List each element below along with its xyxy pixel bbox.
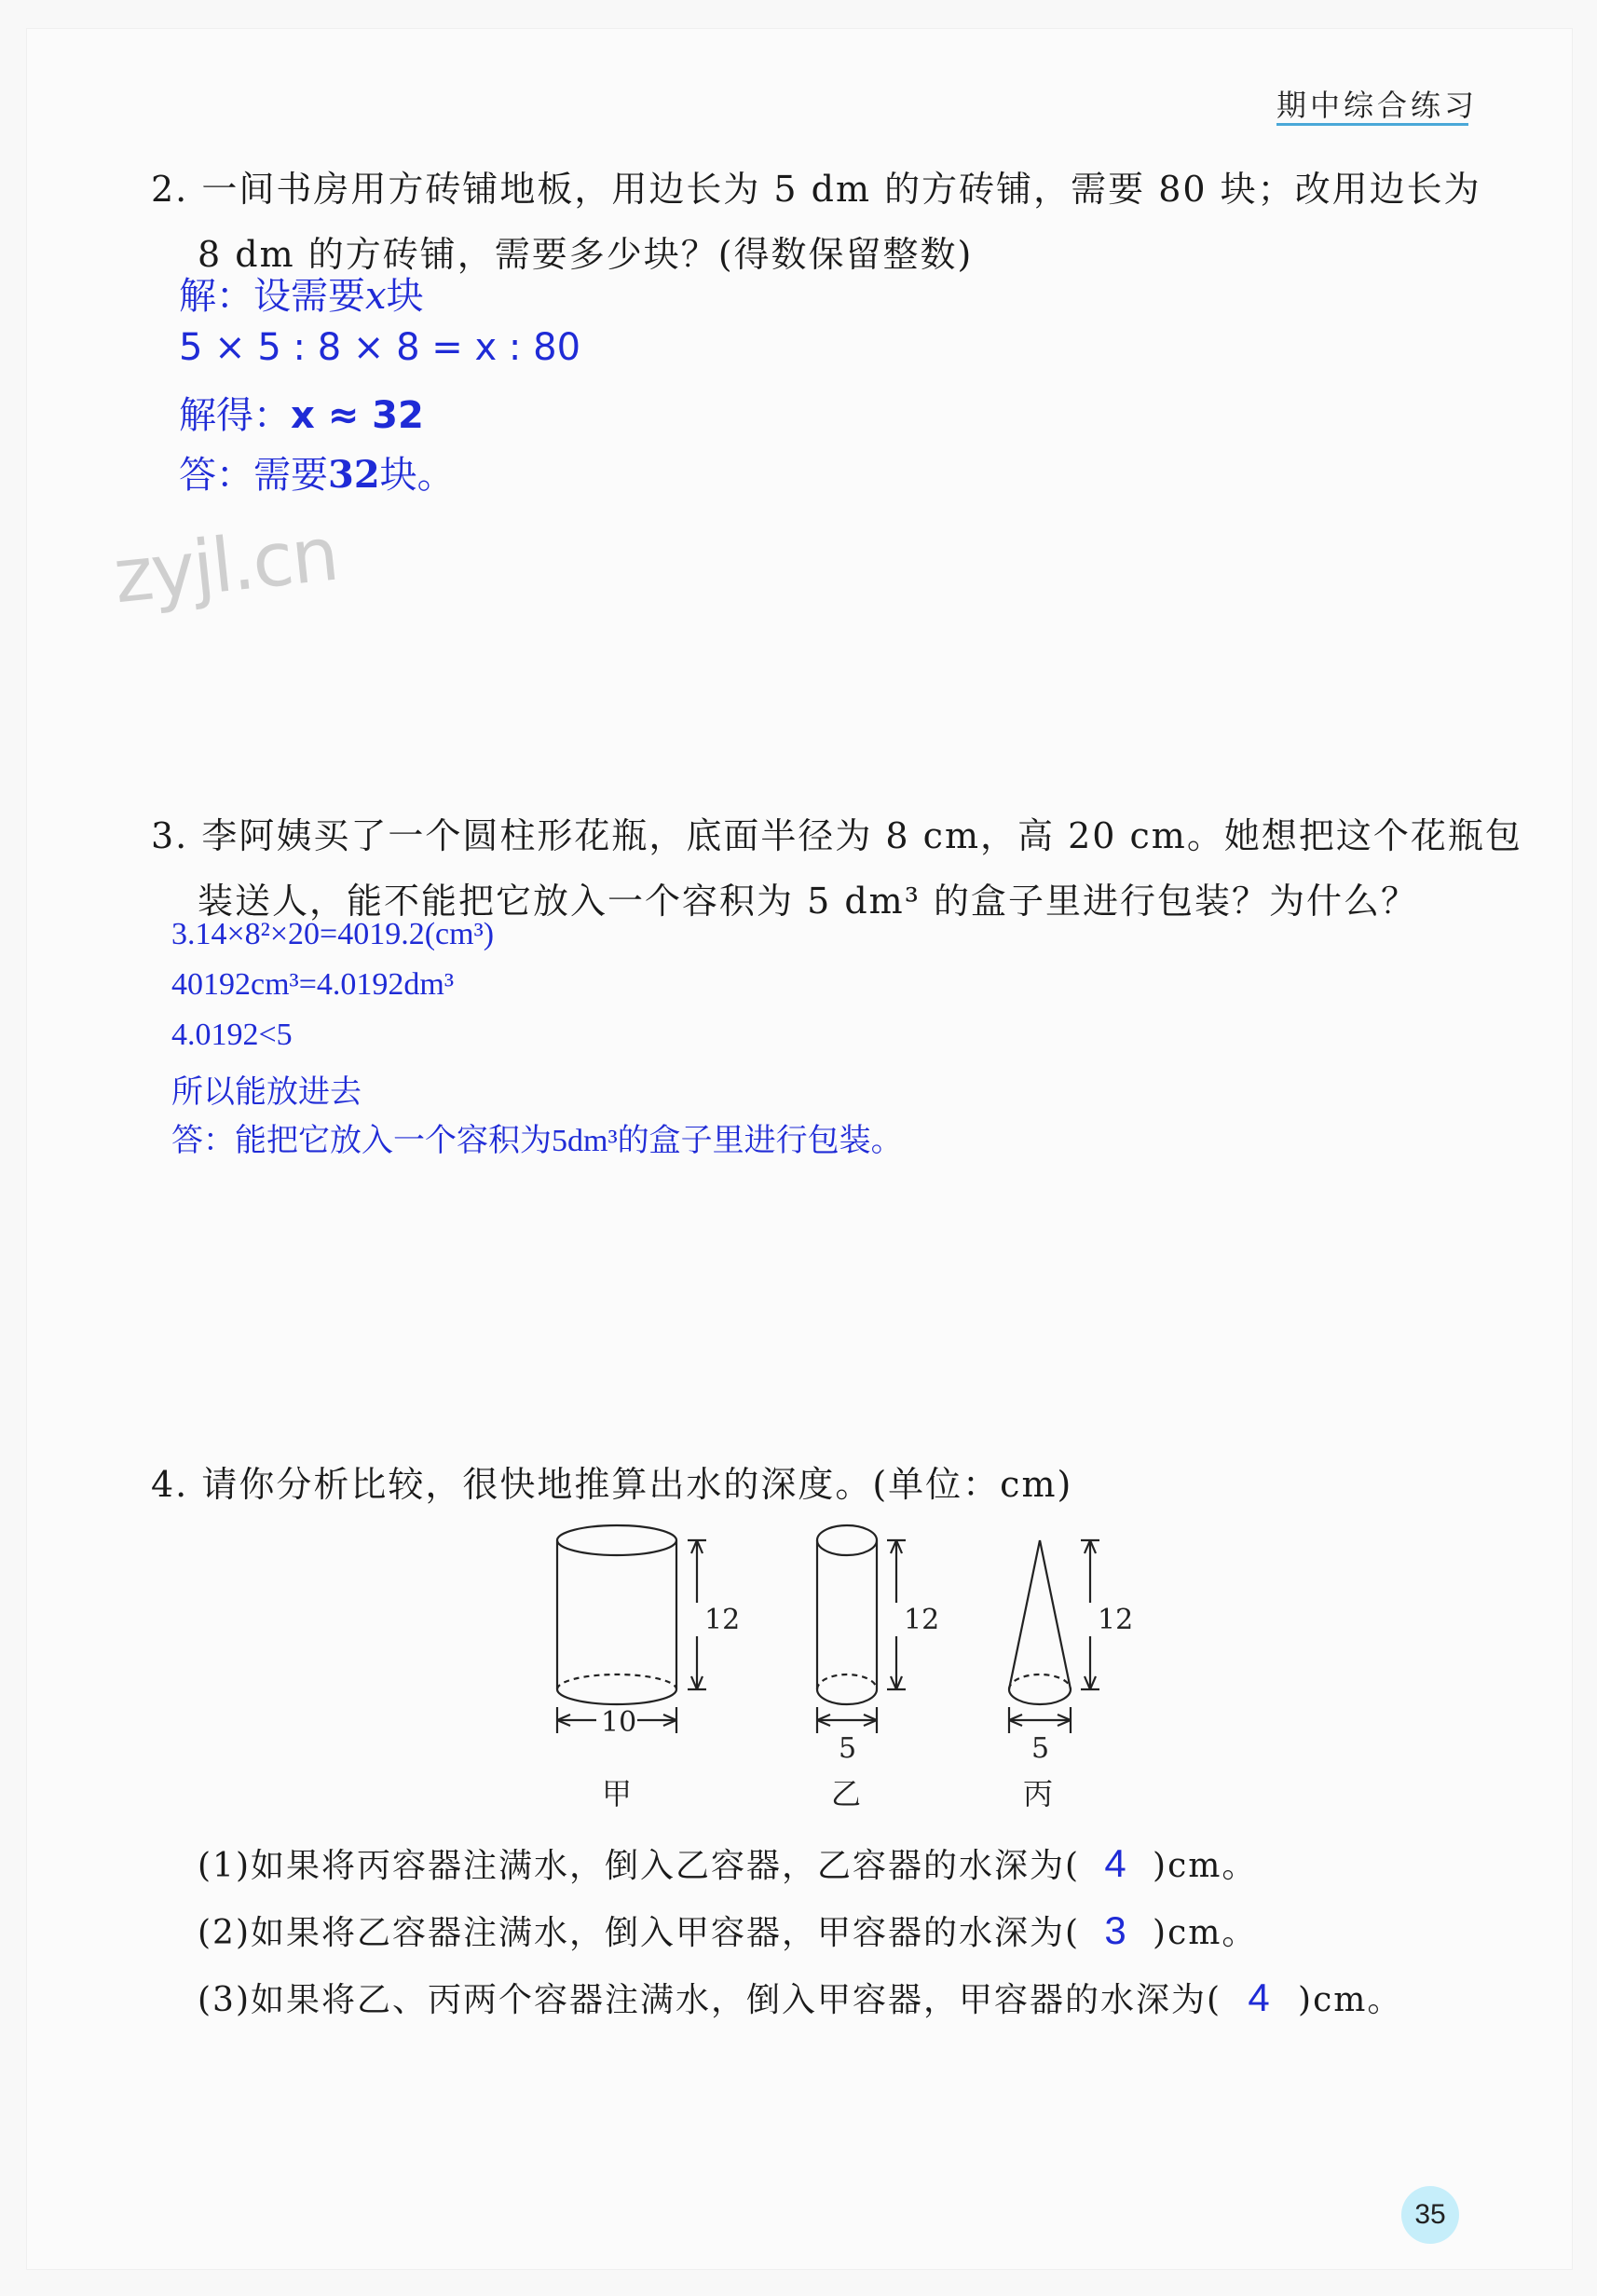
jia-width-label: 10 — [601, 1706, 637, 1739]
q4-title: 4. 请你分析比较，很快地推算出水的深度。(单位：cm) — [151, 1464, 1073, 1505]
q4-sub3-prefix: (3)如果将乙、丙两个容器注满水，倒入甲容器，甲容器的水深为( — [198, 1981, 1222, 2019]
q3-answer-line4: 所以能放进去 — [171, 1075, 362, 1110]
cone-bing — [1009, 1540, 1099, 1733]
q2-text-line2: 8 dm 的方砖铺，需要多少块？(得数保留整数) — [198, 234, 974, 275]
cylinder-jia — [557, 1525, 706, 1733]
q4-sub1-prefix: (1)如果将丙容器注满水，倒入乙容器，乙容器的水深为( — [198, 1847, 1081, 1885]
q2-text-line1: 2. 一间书房用方砖铺地板，用边长为 5 dm 的方砖铺，需要 80 块；改用边长为 — [151, 169, 1481, 210]
watermark: zyjl.cn — [109, 510, 342, 621]
q4-sub3-answer: 4 — [1248, 1975, 1272, 2019]
q4-sub1-answer: 4 — [1104, 1841, 1128, 1885]
q3-answer-line3: 4.0192<5 — [171, 1018, 293, 1052]
q3-answer-line5: 答：能把它放入一个容积为5dm³的盒子里进行包装。 — [171, 1124, 903, 1158]
page-number: 35 — [1401, 2186, 1459, 2244]
yi-height-label: 12 — [904, 1604, 940, 1636]
q2-answer-line2: 5 × 5 : 8 × 8 = x : 80 — [179, 326, 581, 369]
q2-answer-l1-prefix: 解：设需要 — [179, 275, 365, 318]
bing-name: 丙 — [1023, 1776, 1054, 1811]
q4-sub1 — [198, 1839, 1257, 1887]
yi-width-label: 5 — [839, 1732, 857, 1765]
q3-text-line1: 3. 李阿姨买了一个圆柱形花瓶，底面半径为 8 cm，高 20 cm。她想把这个花瓶包 — [151, 815, 1522, 856]
q2-answer-line1 — [179, 266, 424, 320]
jia-height-label: 12 — [704, 1604, 741, 1636]
q4-sub2-suffix: )cm。 — [1153, 1914, 1258, 1952]
q2-answer-l3-prefix: 解得： — [179, 394, 291, 437]
q3-answer-line2: 40192cm³=4.0192dm³ — [171, 967, 455, 1002]
q2-answer-l1-var: x — [365, 275, 387, 318]
q4-sub3-suffix: )cm。 — [1298, 1981, 1403, 2019]
yi-name: 乙 — [831, 1776, 862, 1811]
q2-answer-line3 — [179, 386, 424, 439]
q3-answer-line1: 3.14×8²×20=4019.2(cm³) — [171, 917, 495, 951]
q4-sub2 — [198, 1906, 1257, 1954]
bing-width-label: 5 — [1031, 1732, 1050, 1765]
q2-answer-l4-prefix: 答：需要 — [179, 454, 328, 497]
q2-answer-l4-suffix: 块。 — [379, 454, 455, 497]
q3-text-line2: 装送人，能不能把它放入一个容积为 5 dm³ 的盒子里进行包装？为什么？ — [198, 881, 1419, 922]
q4-sub3 — [198, 1974, 1402, 2021]
section-header: 期中综合练习 — [1276, 88, 1479, 123]
bing-height-label: 12 — [1098, 1604, 1134, 1636]
q4-sub2-answer: 3 — [1104, 1908, 1128, 1952]
q2-answer-l1-suffix: 块 — [386, 275, 424, 318]
jia-name: 甲 — [602, 1776, 633, 1811]
q2-answer-l3-expr: x ≈ 32 — [291, 394, 424, 437]
q2-answer-l4-num: 32 — [328, 453, 380, 497]
containers-figure — [522, 1510, 1137, 1826]
header-underline — [1276, 123, 1468, 126]
q4-sub1-suffix: )cm。 — [1153, 1847, 1258, 1885]
q2-answer-line4 — [179, 445, 455, 499]
q4-sub2-prefix: (2)如果将乙容器注满水，倒入甲容器，甲容器的水深为( — [198, 1914, 1081, 1952]
